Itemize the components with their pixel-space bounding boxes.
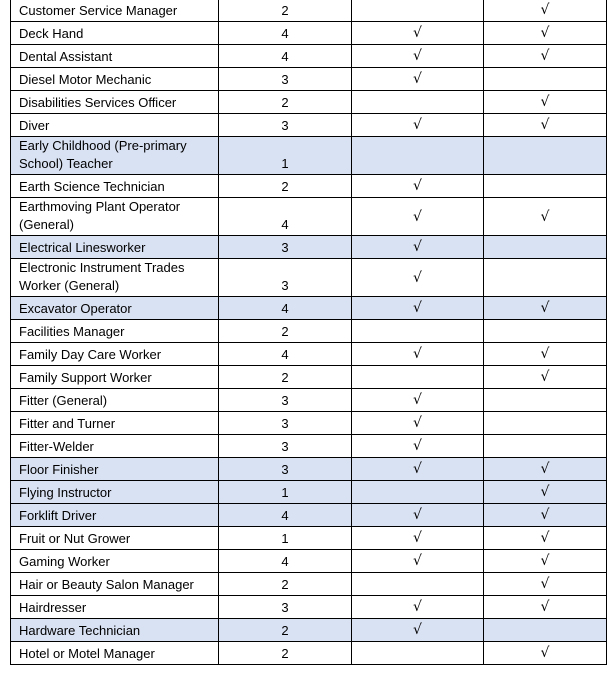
level-cell: 1 <box>219 481 352 504</box>
level-cell: 3 <box>219 68 352 91</box>
level-cell: 2 <box>219 320 352 343</box>
table-row <box>11 198 607 236</box>
table-row <box>11 642 607 665</box>
level-cell: 4 <box>219 550 352 573</box>
check-column-b-cell <box>484 137 607 175</box>
level-cell: 4 <box>219 45 352 68</box>
check-column-b-cell: √ <box>484 0 607 22</box>
level-cell: 4 <box>219 297 352 320</box>
table-row <box>11 236 607 259</box>
occupation-name-cell: Gaming Worker <box>11 550 219 573</box>
table-row <box>11 573 607 596</box>
level-cell: 2 <box>219 175 352 198</box>
occupation-name-cell: Flying Instructor <box>11 481 219 504</box>
check-column-b-cell: √ <box>484 527 607 550</box>
check-column-b-cell: √ <box>484 481 607 504</box>
table-body <box>11 0 607 665</box>
occupation-name-cell: Fitter and Turner <box>11 412 219 435</box>
check-column-a-cell <box>352 366 484 389</box>
check-column-b-cell <box>484 435 607 458</box>
occupation-name-cell: Facilities Manager <box>11 320 219 343</box>
occupation-name-cell: Excavator Operator <box>11 297 219 320</box>
check-column-b-cell: √ <box>484 343 607 366</box>
check-column-b-cell: √ <box>484 198 607 236</box>
occupation-name-cell: Customer Service Manager <box>11 0 219 22</box>
check-column-a-cell: √ <box>352 435 484 458</box>
check-column-b-cell: √ <box>484 642 607 665</box>
check-column-b-cell <box>484 68 607 91</box>
table-row <box>11 527 607 550</box>
occupation-name-cell: Earthmoving Plant Operator (General) <box>11 198 219 236</box>
level-cell: 3 <box>219 236 352 259</box>
table-row <box>11 137 607 175</box>
level-cell: 4 <box>219 198 352 236</box>
check-column-a-cell: √ <box>352 596 484 619</box>
level-cell: 3 <box>219 596 352 619</box>
check-column-a-cell: √ <box>352 297 484 320</box>
check-column-b-cell: √ <box>484 573 607 596</box>
check-column-b-cell: √ <box>484 596 607 619</box>
check-column-a-cell: √ <box>352 114 484 137</box>
table-row <box>11 619 607 642</box>
check-column-a-cell: √ <box>352 236 484 259</box>
occupation-table <box>10 0 607 665</box>
check-column-a-cell <box>352 0 484 22</box>
level-cell: 2 <box>219 573 352 596</box>
occupation-name-cell: Hair or Beauty Salon Manager <box>11 573 219 596</box>
check-column-b-cell <box>484 320 607 343</box>
check-column-a-cell: √ <box>352 175 484 198</box>
check-column-b-cell <box>484 175 607 198</box>
table-row <box>11 22 607 45</box>
level-cell: 4 <box>219 22 352 45</box>
table-row <box>11 596 607 619</box>
check-column-b-cell: √ <box>484 297 607 320</box>
occupation-name-cell: Hotel or Motel Manager <box>11 642 219 665</box>
table-row <box>11 0 607 22</box>
level-cell: 2 <box>219 619 352 642</box>
check-column-b-cell: √ <box>484 114 607 137</box>
table-row <box>11 259 607 297</box>
check-column-a-cell: √ <box>352 527 484 550</box>
check-column-a-cell: √ <box>352 550 484 573</box>
check-column-a-cell: √ <box>352 504 484 527</box>
check-column-b-cell <box>484 619 607 642</box>
level-cell: 4 <box>219 504 352 527</box>
occupation-name-cell: Diver <box>11 114 219 137</box>
table-row <box>11 412 607 435</box>
occupation-name-cell: Electrical Linesworker <box>11 236 219 259</box>
check-column-b-cell <box>484 412 607 435</box>
table-row <box>11 175 607 198</box>
occupation-name-cell: Electronic Instrument Trades Worker (General) <box>11 259 219 297</box>
level-cell: 2 <box>219 91 352 114</box>
check-column-a-cell: √ <box>352 389 484 412</box>
table-row <box>11 45 607 68</box>
occupation-name-cell: Hardware Technician <box>11 619 219 642</box>
level-cell: 2 <box>219 642 352 665</box>
table-row <box>11 481 607 504</box>
check-column-a-cell <box>352 137 484 175</box>
check-column-a-cell: √ <box>352 259 484 297</box>
check-column-a-cell: √ <box>352 412 484 435</box>
occupation-name-cell: Deck Hand <box>11 22 219 45</box>
occupation-name-cell: Early Childhood (Pre-primary School) Teacher <box>11 137 219 175</box>
check-column-a-cell: √ <box>352 45 484 68</box>
check-column-b-cell <box>484 236 607 259</box>
occupation-name-cell: Fruit or Nut Grower <box>11 527 219 550</box>
check-column-b-cell: √ <box>484 366 607 389</box>
table-row <box>11 114 607 137</box>
level-cell: 3 <box>219 259 352 297</box>
occupation-name-cell: Floor Finisher <box>11 458 219 481</box>
check-column-b-cell <box>484 389 607 412</box>
check-column-a-cell: √ <box>352 343 484 366</box>
check-column-a-cell <box>352 91 484 114</box>
table-row <box>11 68 607 91</box>
table-row <box>11 458 607 481</box>
level-cell: 3 <box>219 114 352 137</box>
check-column-a-cell: √ <box>352 22 484 45</box>
check-column-a-cell <box>352 642 484 665</box>
check-column-b-cell: √ <box>484 504 607 527</box>
check-column-b-cell <box>484 259 607 297</box>
occupation-name-cell: Diesel Motor Mechanic <box>11 68 219 91</box>
check-column-b-cell: √ <box>484 91 607 114</box>
level-cell: 3 <box>219 458 352 481</box>
occupation-name-cell: Disabilities Services Officer <box>11 91 219 114</box>
table-row <box>11 389 607 412</box>
level-cell: 4 <box>219 343 352 366</box>
check-column-a-cell: √ <box>352 198 484 236</box>
occupation-name-cell: Family Day Care Worker <box>11 343 219 366</box>
occupation-name-cell: Family Support Worker <box>11 366 219 389</box>
table-row <box>11 366 607 389</box>
occupation-name-cell: Forklift Driver <box>11 504 219 527</box>
level-cell: 1 <box>219 137 352 175</box>
level-cell: 1 <box>219 527 352 550</box>
check-column-a-cell: √ <box>352 68 484 91</box>
check-column-a-cell <box>352 481 484 504</box>
table-row <box>11 343 607 366</box>
table-row <box>11 550 607 573</box>
level-cell: 3 <box>219 412 352 435</box>
level-cell: 3 <box>219 435 352 458</box>
occupation-name-cell: Dental Assistant <box>11 45 219 68</box>
check-column-b-cell: √ <box>484 45 607 68</box>
level-cell: 2 <box>219 366 352 389</box>
check-column-b-cell: √ <box>484 550 607 573</box>
table-row <box>11 91 607 114</box>
level-cell: 3 <box>219 389 352 412</box>
table-row <box>11 435 607 458</box>
check-column-b-cell: √ <box>484 22 607 45</box>
table-row <box>11 504 607 527</box>
occupation-name-cell: Hairdresser <box>11 596 219 619</box>
check-column-a-cell <box>352 320 484 343</box>
check-column-b-cell: √ <box>484 458 607 481</box>
check-column-a-cell <box>352 573 484 596</box>
check-column-a-cell: √ <box>352 619 484 642</box>
table-row <box>11 297 607 320</box>
level-cell: 2 <box>219 0 352 22</box>
check-column-a-cell: √ <box>352 458 484 481</box>
occupation-name-cell: Fitter (General) <box>11 389 219 412</box>
occupation-name-cell: Fitter-Welder <box>11 435 219 458</box>
occupation-name-cell: Earth Science Technician <box>11 175 219 198</box>
table-row <box>11 320 607 343</box>
